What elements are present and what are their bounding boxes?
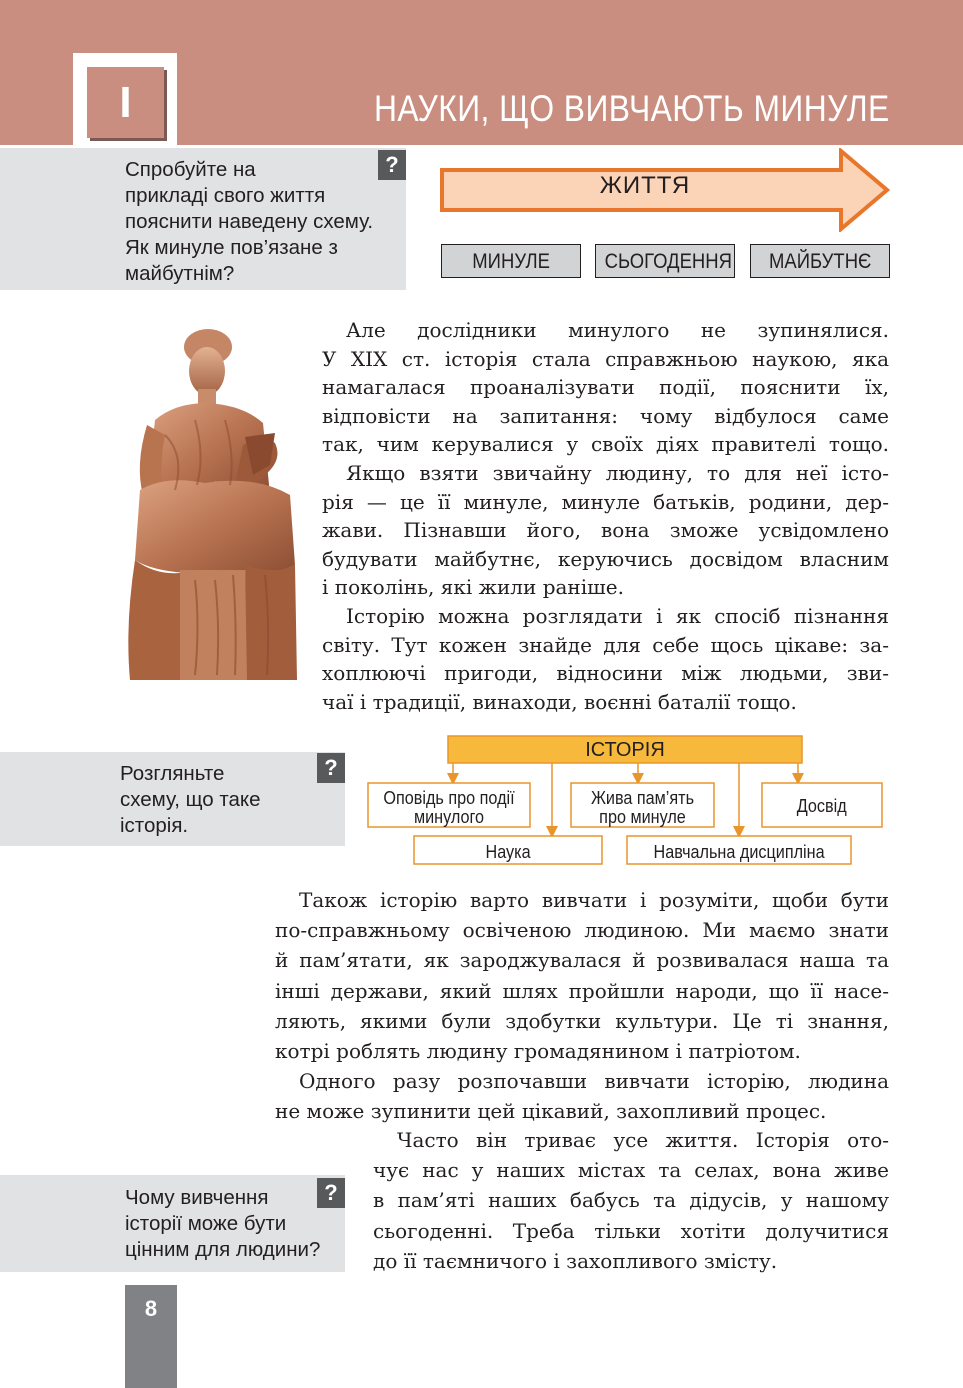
main-text-block-2: [275, 885, 889, 1127]
paragraph-2: Якщо взяти звичайну людину, то для неї істо- рія — це її минуле, минуле батьків, родини, дер- жави. Пізнавши його, вона зможе усвідомлено будувати майбутнє, керуючись досвідом власним і поколінь, які жили раніше.: [322, 460, 889, 600]
ancient-statue-image: [125, 325, 300, 680]
section-number-badge: I: [87, 67, 164, 138]
history-node-science: Наука: [485, 842, 531, 862]
life-arrow-label: ЖИТТЯ: [599, 172, 691, 199]
question-mark-icon: ?: [317, 753, 345, 783]
paragraph-6: Часто він триває усе життя. Історія ото- чує нас у наших містах та селах, вона живе в пам’яті наших бабусь та дідусів, у нашому сьогоденні. Треба тільки хотіти долучитися до її таємничого і захопливого змісту.: [373, 1128, 889, 1273]
history-node-discipline: Навчальна дисципліна: [653, 842, 825, 862]
question-1-text: Спробуйте на прикладі свого життя пояснити наведену схему. Як минуле пов’язане з майбутнім?: [125, 158, 374, 285]
question-3-text: Чому вивчення історії може бути цінним для людини?: [125, 1186, 321, 1261]
present-box: СЬОГОДЕННЯ: [595, 244, 735, 278]
question-2-text: Розгляньте схему, що таке історія.: [120, 762, 261, 837]
past-box: МИНУЛЕ: [441, 244, 581, 278]
history-node-memory: Жива пам’ять про минуле: [590, 788, 695, 827]
main-text-block-1: [322, 316, 889, 716]
paragraph-4: Також історію варто вивчати і розуміти, щоби бути по-справжньому освіченою людиною. Ми маємо знати й пам’ятати, як зароджувалася й розвивалася наша та інші держави, який шлях пройшли народи, що її насе- ляють, якими були здобутки культури. Це ті знання, котрі роблять людину громадянином і патріотом.: [275, 888, 889, 1064]
main-text-block-3: [373, 1125, 889, 1276]
history-node-experience: Досвід: [797, 796, 847, 816]
future-box: МАЙБУТНЄ: [750, 244, 890, 278]
history-diagram-title: ІСТОРІЯ: [585, 739, 665, 761]
page-number: 8: [144, 1296, 158, 1321]
paragraph-3: Історію можна розглядати і як спосіб пізнання світу. Тут кожен знайде для себе щось цікаве: за- хоплюючі пригоди, відносини між людьми, зви- чаї і традиції, винаходи, воєнні баталії тощо.: [322, 603, 889, 714]
chapter-title: НАУКИ, ЩО ВИВЧАЮТЬ МИНУЛЕ: [374, 88, 890, 129]
question-mark-icon: ?: [317, 1178, 345, 1208]
question-mark-icon: ?: [378, 150, 406, 180]
paragraph-5: Одного разу розпочавши вивчати історію, людина не може зупинити цей цікавий, захопливий процес.: [275, 1069, 889, 1124]
paragraph-1: Але дослідники минулого не зупинялися. У XIX ст. історія стала справжньою наукою, яка намагалася проаналізувати події, пояснити їх, відповісти на запитання: чому відбулося саме так, чим керувалися у своїх діях правителі тощо.: [322, 318, 889, 457]
history-node-story: Оповідь про події минулого: [383, 788, 515, 827]
